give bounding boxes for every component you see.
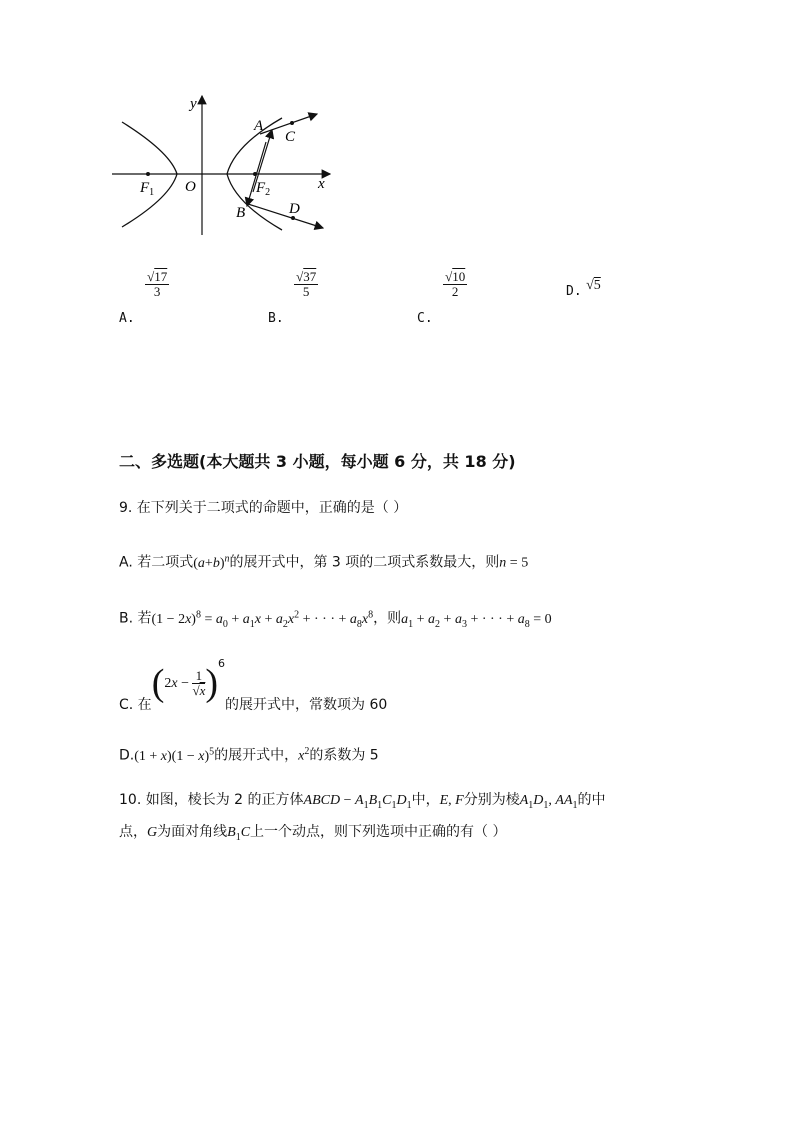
q9-option-d: $D.(1 + x)(1 - x)^5$的展开式中，$x^2$的系数为 5 xyxy=(119,746,379,764)
label-y: y xyxy=(190,96,197,112)
label-f1: $F_1$ xyxy=(140,180,155,198)
hyperbola-figure xyxy=(110,90,340,245)
q10-line1: 10. 如图，棱长为 2 的正方体ABCD − $A_1B_1C_1D_1$中，E, F分别为棱$A_1D_1$, $AA_1$的中 xyxy=(119,792,606,811)
label-c: C xyxy=(285,129,296,145)
line-b-d xyxy=(248,204,323,228)
section-heading: 二、多选题(本大题共 3 小题，每小题 6 分，共 18 分) xyxy=(119,452,516,471)
label-a: A xyxy=(254,118,264,134)
q9-option-a: A. 若二项式$(a+b)^n$的展开式中，第 3 项的二项式系数最大，则n = 5 xyxy=(119,553,529,571)
q8-option-d: D. √5 xyxy=(566,278,601,299)
q9-option-b: B. 若$(1 - 2x)^8 = a_0 + a_1x + a_2x^2$ + · · · + $a_8x^8$，则$a_1 + a_2 + a_3$ + · · · + $a_8 = 0$ xyxy=(119,609,552,630)
label-d: D xyxy=(289,201,300,217)
q9-option-c: C. 在(2x − $\frac{1}{√x}$ )$^6$的展开式中，常数项为 60 xyxy=(119,657,388,713)
label-b: B xyxy=(236,205,246,221)
q8-option-b: B. $\frac{√37}{5}$ xyxy=(268,269,317,326)
point-f2 xyxy=(253,172,257,176)
label-x: x xyxy=(318,176,325,192)
q8-option-c: C. $\frac{√10}{2}$ xyxy=(417,269,466,326)
q8-option-a: A. $\frac{√17}{3}$ xyxy=(119,269,168,326)
label-o: O xyxy=(185,179,196,195)
point-c xyxy=(290,121,294,125)
q10-line2: 点，G为面对角线$B_1C$上一个动点，则下列选项中正确的有（ ） xyxy=(119,824,507,843)
q9-stem: 9. 在下列关于二项式的命题中，正确的是（ ） xyxy=(119,500,408,516)
point-f1 xyxy=(146,172,150,176)
label-f2: $F_2$ xyxy=(256,180,271,198)
